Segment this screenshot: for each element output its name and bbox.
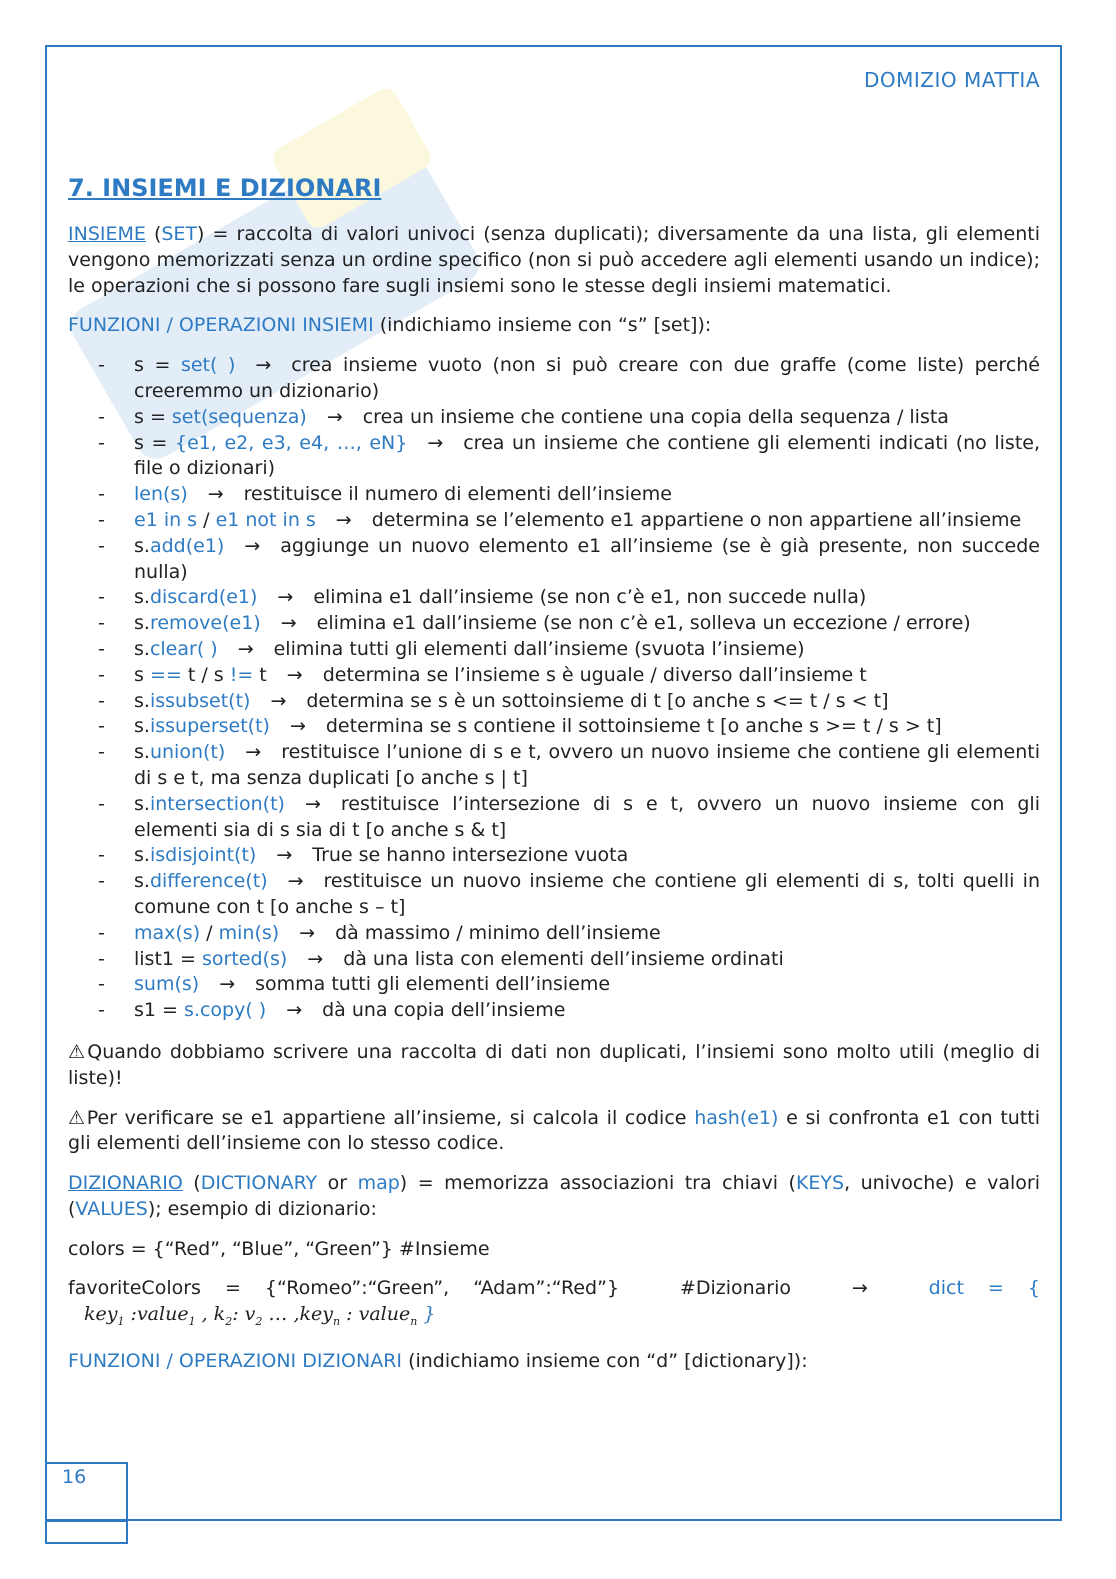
arrow-icon: → [286, 663, 303, 686]
set-operation-item: - len(s) → restituisce il numero di elementi dell’insieme [68, 482, 1040, 508]
arrow-icon: → [304, 792, 321, 815]
arrow-icon: → [307, 947, 324, 970]
operation-description: True se hanno intersezione vuota [312, 844, 629, 867]
dizionario-definition: DIZIONARIO (DICTIONARY or map) = memorizza associazioni tra chiavi (KEYS, univoche) e valori (VALUES); esempio di dizionario: [68, 1172, 1040, 1220]
example-dictionary: favoriteColors = {“Romeo”:“Green”, “Adam”:“Red”} #Dizionario → dict = { key$_1$ :value$_1$ , $k_2$: $v_2$ … ,key$_n$ : value$_n$ } [68, 1276, 1040, 1334]
operation-description: aggiunge un nuovo elemento e1 all’insieme (se è già presente, non succede nulla) [134, 534, 1040, 583]
set-operation-item: - s.discard(e1) → elimina e1 dall’insieme (se non c’è e1, non succede nulla) [68, 585, 1040, 611]
arrow-icon: → [255, 354, 272, 377]
arrow-icon: → [244, 534, 261, 557]
arrow-icon: → [276, 844, 293, 867]
insieme-term: INSIEME [68, 223, 146, 245]
insieme-definition: INSIEME (SET) = raccolta di valori univoci (senza duplicati); diversamente da una lista, gli elementi vengono memorizzati senza un ordine specifico (non si può accedere agli elementi usando un indice); le operazioni che si possono fare sugli insiemi sono le stesse degli insiemi matematici. [68, 223, 1040, 297]
dizionario-term: DIZIONARIO [68, 1172, 183, 1195]
dict-functions-heading: FUNZIONI / OPERAZIONI DIZIONARI (indichiamo insieme con “d” [dictionary]): [68, 1349, 808, 1372]
warning-note-2: ⚠Per verificare se e1 appartiene all’insieme, si calcola il codice hash(e1) e si confronta e1 con tutti gli elementi dell’insieme con lo stesso codice. [68, 1106, 1041, 1155]
set-operation-item: - s.union(t) → restituisce l’unione di s e t, ovvero un nuovo insieme che contiene gli elementi di s e t, ma senza duplicati [o anche s | t] [68, 740, 1040, 792]
set-operation-item: - sum(s) → somma tutti gli elementi dell’insieme [68, 972, 1040, 998]
operation-description: crea un insieme che contiene una copia della sequenza / lista [362, 405, 949, 428]
set-operation-item: - s.issuperset(t) → determina se s contiene il sottoinsieme t [o anche s >= t / s > t] [68, 714, 1040, 740]
arrow-icon: → [280, 612, 297, 635]
page-number-box [45, 1462, 128, 1544]
set-operation-item: - s.intersection(t) → restituisce l’intersezione di s e t, ovvero un nuovo insieme con gli elementi sia di s sia di t [o anche s & t] [68, 792, 1040, 844]
arrow-icon: → [299, 921, 316, 944]
arrow-icon: → [270, 689, 287, 712]
operation-description: restituisce l’intersezione di s e t, ovvero un nuovo insieme con gli elementi sia di s sia di t [o anche s & t] [134, 792, 1040, 841]
arrow-icon: → [326, 405, 343, 428]
set-operation-item: - s.issubset(t) → determina se s è un sottoinsieme di t [o anche s <= t / s < t] [68, 689, 1040, 715]
set-operation-item: - s.add(e1) → aggiunge un nuovo elemento e1 all’insieme (se è già presente, non succede nulla) [68, 534, 1040, 586]
operation-description: dà massimo / minimo dell’insieme [335, 921, 661, 944]
page-number: 16 [62, 1466, 87, 1488]
operation-description: determina se l’elemento e1 appartiene o non appartiene all’insieme [371, 508, 1022, 531]
page-number-divider [45, 1520, 128, 1522]
arrow-icon: → [335, 508, 352, 531]
arrow-icon: → [207, 483, 224, 506]
operation-description: determina se s contiene il sottoinsieme t [o anche s >= t / s > t] [325, 715, 942, 738]
operation-description: restituisce l’unione di s e t, ovvero un nuovo insieme che contiene gli elementi di s e t, ma senza duplicati [o anche s | t] [134, 741, 1040, 789]
section-title: 7. INSIEMI E DIZIONARI [68, 174, 382, 202]
arrow-icon: → [277, 586, 294, 609]
operation-description: restituisce un nuovo insieme che contiene gli elementi di s, tolti quelli in comune con t [o anche s – t] [134, 870, 1040, 918]
arrow-icon: → [851, 1277, 868, 1300]
operation-description: elimina tutti gli elementi dall’insieme (svuota l’insieme) [273, 637, 805, 660]
set-operation-item: - s = set(sequenza) → crea un insieme che contiene una copia della sequenza / lista [68, 405, 1040, 431]
set-operation-item: - s.isdisjoint(t) → True se hanno intersezione vuota [68, 843, 1040, 869]
set-term: SET [161, 223, 198, 245]
arrow-icon: → [286, 999, 303, 1022]
document-body [68, 170, 1040, 1389]
set-operation-item: - s = set( ) → crea insieme vuoto (non si può creare con due graffe (come liste) perché creeremmo un dizionario) [68, 353, 1040, 405]
author-header: DOMIZIO MATTIA [863, 68, 1040, 92]
set-operation-item: - s == t / s != t → determina se l’insieme s è uguale / diverso dall’insieme t [68, 663, 1040, 689]
arrow-icon: → [287, 870, 304, 893]
operation-description: crea insieme vuoto (non si può creare con due graffe (come liste) perché creeremmo un dizionario) [134, 354, 1040, 402]
operation-description: determina se l’insieme s è uguale / diverso dall’insieme t [322, 663, 867, 686]
warning-note-1: ⚠Quando dobbiamo scrivere una raccolta di dati non duplicati, l’insiemi sono molto utili (meglio di liste)! [68, 1040, 1040, 1089]
operation-description: crea un insieme che contiene gli elementi indicati (no liste, file o dizionari) [134, 431, 1041, 480]
set-operation-item: - e1 in s / e1 not in s → determina se l’elemento e1 appartiene o non appartiene all’insieme [68, 508, 1040, 534]
set-operations-list [68, 353, 1040, 1024]
set-operation-item: - s1 = s.copy( ) → dà una copia dell’insieme [68, 998, 1040, 1024]
operation-description: elimina e1 dall’insieme (se non c’è e1, solleva un eccezione / errore) [316, 612, 971, 635]
set-operation-item: - max(s) / min(s) → dà massimo / minimo dell’insieme [68, 921, 1040, 947]
operation-description: elimina e1 dall’insieme (se non c’è e1, non succede nulla) [313, 586, 867, 609]
set-operation-item: - s = {e1, e2, e3, e4, …, eN} → crea un insieme che contiene gli elementi indicati (no liste, file o dizionari) [68, 431, 1040, 483]
operation-description: somma tutti gli elementi dell’insieme [255, 973, 611, 996]
set-operation-item: - s.clear( ) → elimina tutti gli elementi dall’insieme (svuota l’insieme) [68, 637, 1040, 663]
operation-description: determina se s è un sottoinsieme di t [o anche s <= t / s < t] [306, 689, 889, 712]
operation-description: dà una lista con elementi dell’insieme ordinati [343, 947, 784, 970]
set-operation-item: - s.difference(t) → restituisce un nuovo insieme che contiene gli elementi di s, tolti quelli in comune con t [o anche s – t] [68, 869, 1040, 921]
arrow-icon: → [289, 715, 306, 738]
arrow-icon: → [427, 431, 444, 454]
set-functions-heading: FUNZIONI / OPERAZIONI INSIEMI (indichiamo insieme con “s” [set]): [68, 314, 712, 337]
set-operation-item: - s.remove(e1) → elimina e1 dall’insieme (se non c’è e1, solleva un eccezione / errore) [68, 611, 1040, 637]
arrow-icon: → [219, 973, 236, 996]
arrow-icon: → [237, 637, 254, 660]
operation-description: restituisce il numero di elementi dell’insieme [243, 483, 672, 506]
set-operation-item: - list1 = sorted(s) → dà una lista con elementi dell’insieme ordinati [68, 947, 1040, 973]
arrow-icon: → [245, 741, 262, 764]
dict-formula: key$_1$ :value$_1$ , $k_2$: $v_2$ … ,key$_n$ : value$_n$ } [84, 1303, 436, 1329]
example-set: colors = {“Red”, “Blue”, “Green”} #Insieme [68, 1237, 490, 1260]
operation-description: dà una copia dell’insieme [322, 999, 566, 1022]
